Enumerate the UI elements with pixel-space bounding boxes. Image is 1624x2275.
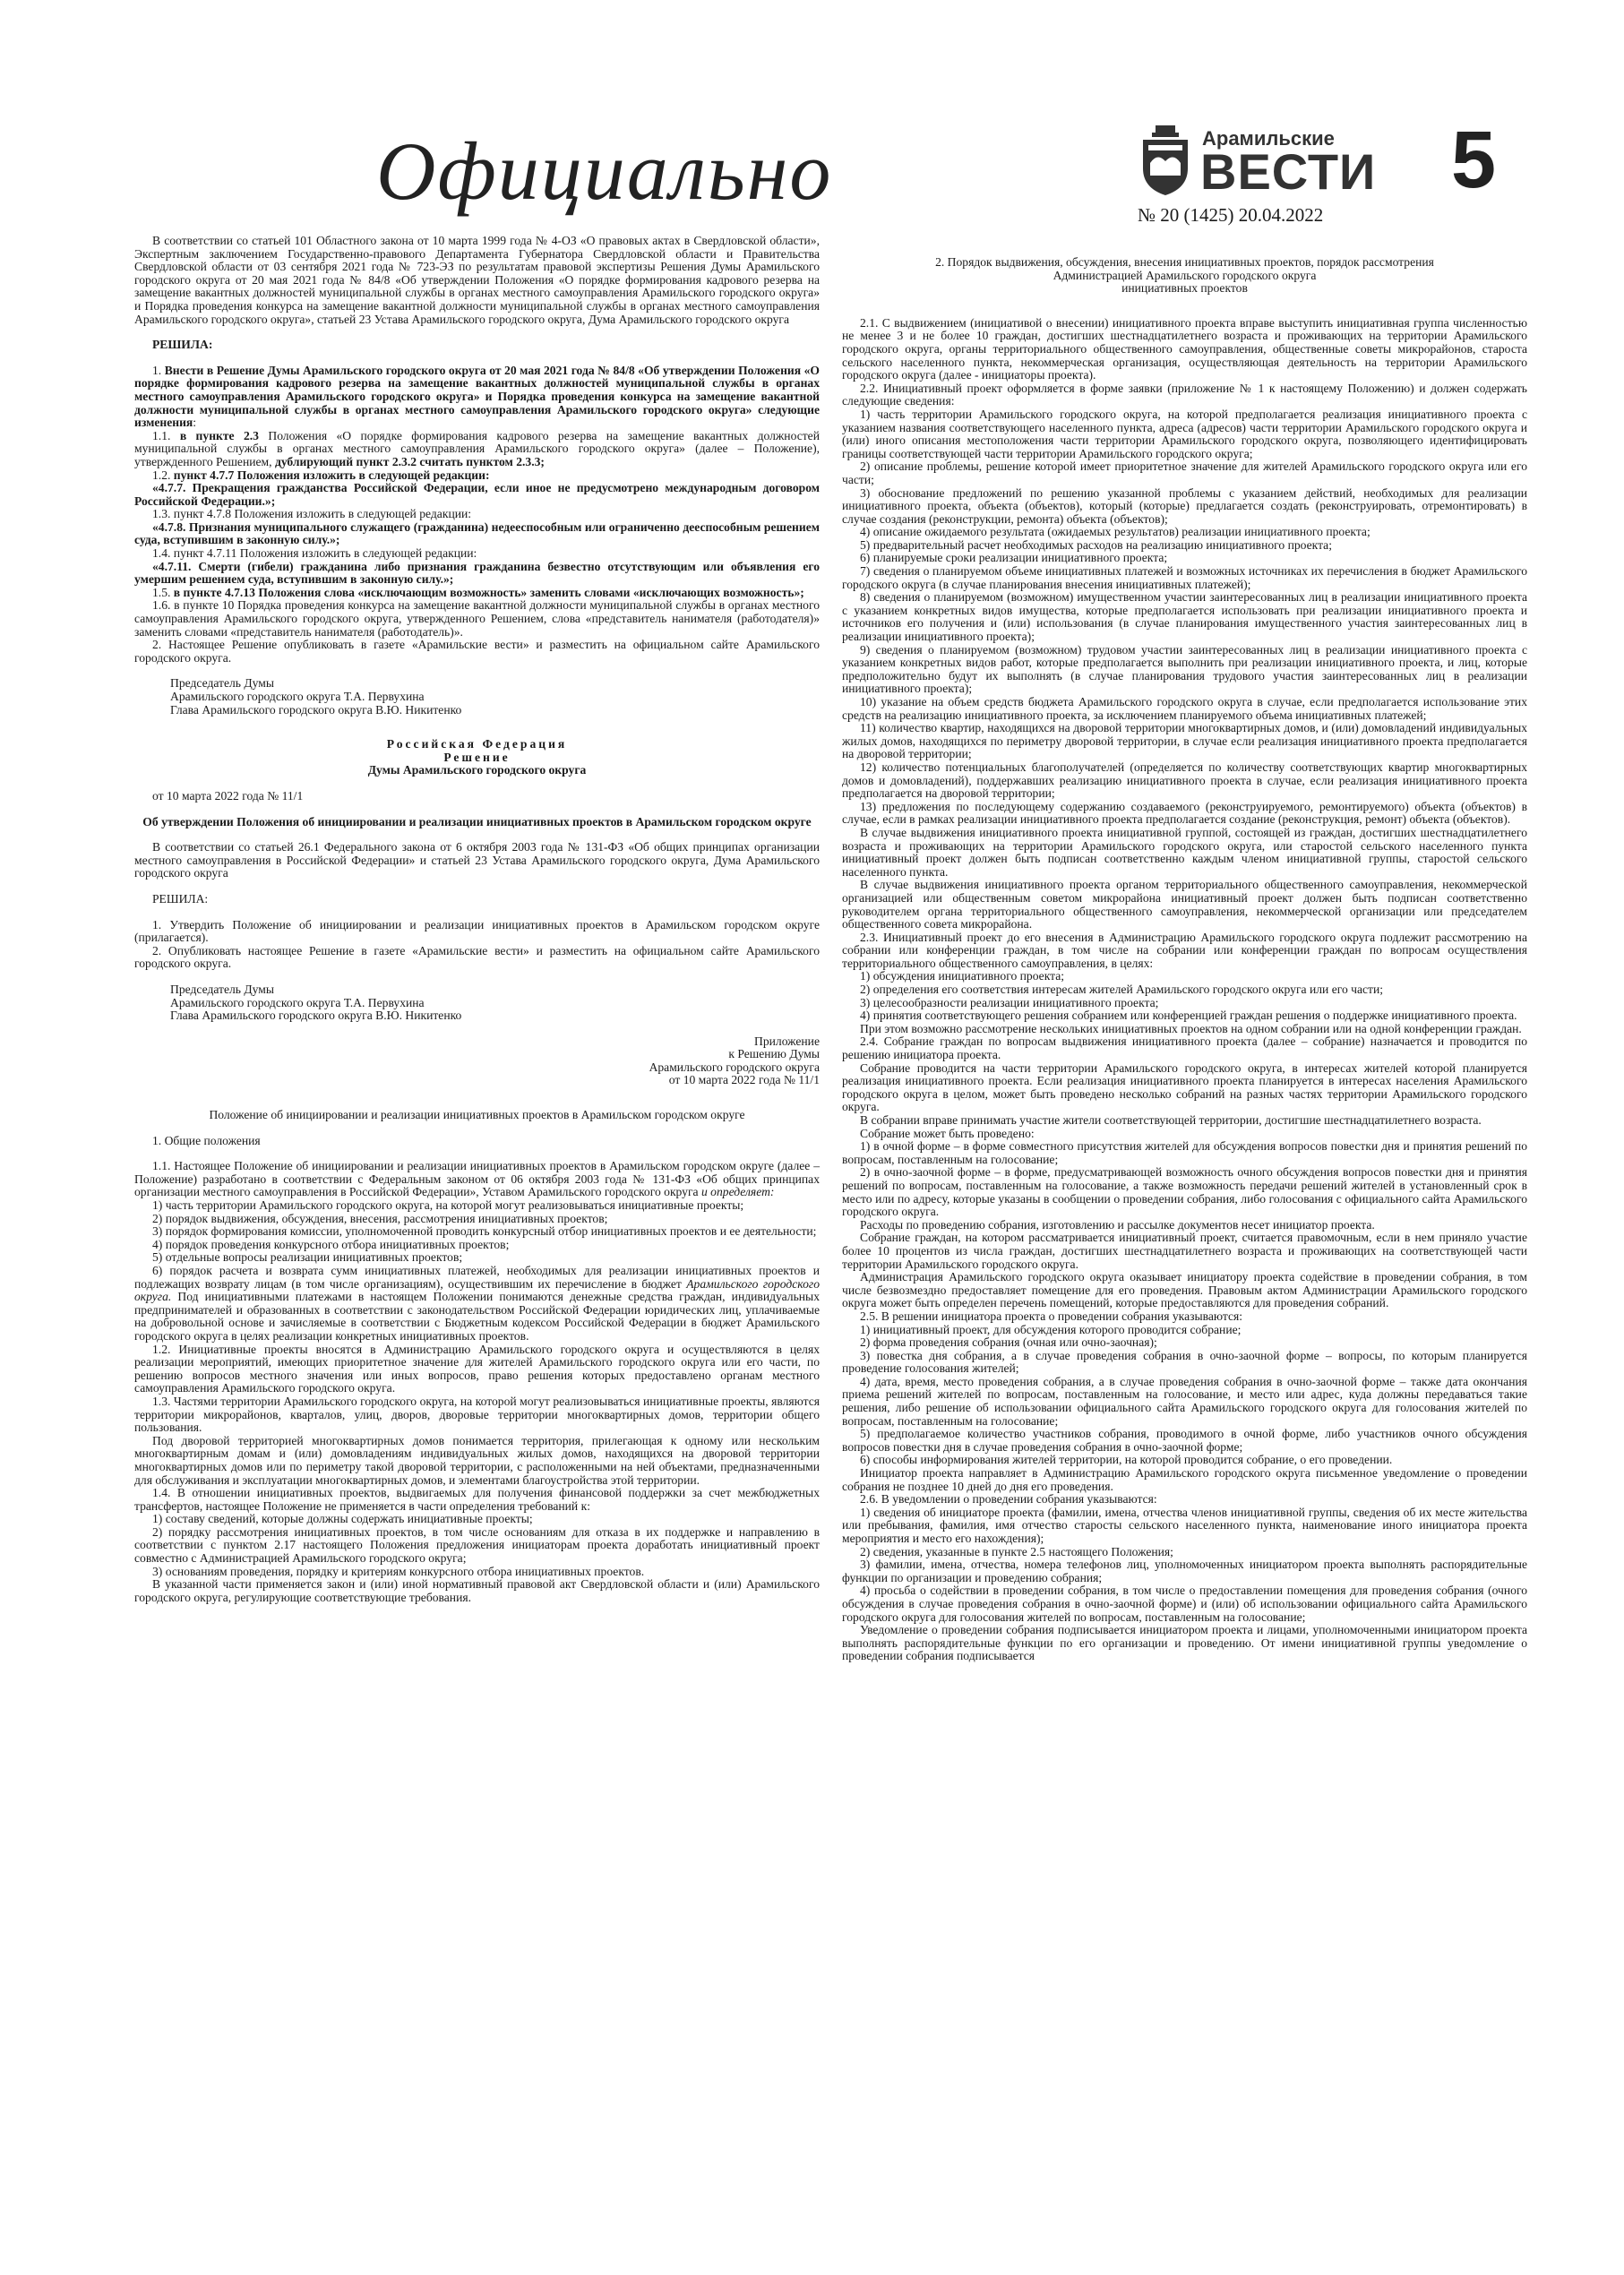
signature-line: Председатель Думы <box>170 982 275 996</box>
duma-heading: Думы Арамильского городского округа <box>367 763 587 777</box>
paragraph: Под дворовой территорией многоквартирных домов понимается территория, прилегающая к одному или нескольким многоквартирным домам и (или) домовладениям индивидуальных жилых домов, находящихся на дворовой территории многоквартирных домов или по периметру такой дворовой территории, с расположенными на ней объектами, предназначенными для обслуживания и эксплуатации многоквартирных домов, и элементами благоустройства этой территории. <box>134 1433 820 1487</box>
item-1-6: 1.6. в пункте 10 Порядка проведения конкурса на замещение вакантной должности муниципальной службы в органах местного самоуправления Арамильского городского округа, утвержденного Решением, слова «представитель нанимателя (работодателя)» заменить словами «представитель нанимателя (работодатель)». <box>134 598 820 639</box>
list-item: 13) предложения по последующему содержанию создаваемого (реконструируемого, ремонтируемого) объекта (объектов) в случае, если в рамках реализации инициативного проекта предполагается создание (реконструкция, ремонт) объекта (объектов). <box>842 799 1527 827</box>
item-2: 2. Настоящее Решение опубликовать в газете «Арамильские вести» и разместить на официальном сайте Арамильского городского округа. <box>134 638 820 665</box>
appendix-line: Приложение <box>754 1034 820 1048</box>
list-item: 4) описание ожидаемого результата (ожидаемых результатов) реализации инициативного проекта; <box>860 525 1371 539</box>
paragraph: Уведомление о проведении собрания подписывается инициатором проекта и лицами, уполномоченными инициатором проекта выполнять распорядительные функции по его организации и проведению. От имени инициативной группы уведомление о проведении собрания подписывается <box>842 1623 1527 1663</box>
list-item: 4) просьба о содействии в проведении собрания, в том числе о предоставлении помещения для проведения собрания (очного обсуждения в случае проведения собрания в очно-заочной форме) и (или) об использовании официального сайта Арамильского городского округа для голосования жителей по вопросам, поставленным на голосование; <box>842 1584 1527 1624</box>
resolved-heading: РЕШИЛА: <box>152 338 213 352</box>
section-heading: Администрацией Арамильского городского округа <box>1053 268 1317 282</box>
paragraph: В указанной части применяется закон и (или) иной нормативный правовой акт Свердловской области и (или) Арамильского городского округа, регулирующие соответствующие требования. <box>134 1577 820 1604</box>
list-item: 6) порядок расчета и возврата сумм инициативных платежей, необходимых для реализации инициативных проектов и подлежащих возврату лицам (в том числе организациям), осуществившим их перечисление в бюджет Арамильского городского округа. Под инициативными платежами в настоящем Положении понимаются денежные средства граждан, индивидуальных предпринимателей и образованных в соответствии с законодательством Российской Федерации юридических лиц, уплачиваемые на добровольной основе и зачисляемые в соответствии с Бюджетным кодексом Российской Федерации в бюджет Арамильского городского округа в целях реализации конкретных инициативных проектов. <box>134 1264 820 1343</box>
paragraph: В случае выдвижения инициативного проекта инициативной группой, состоящей из граждан, достигших шестнадцатилетнего возраста и проживающих на территории Арамильского городского округа, или старостой сельского населенного пункта инициативный проект должен быть подписан соответственно каждым членом инициативной группы, старостой сельского населенного пункта. <box>842 825 1527 879</box>
list-item: 1) составу сведений, которые должны содержать инициативные проекты; <box>152 1512 533 1526</box>
paragraph: 2.3. Инициативный проект до его внесения в Администрацию Арамильского городского округа подлежит рассмотрению на собрании или конференции граждан, в том числе на собрании или конференции граждан по вопросам осуществления территориального общественного самоуправления, в целях: <box>842 930 1527 970</box>
page-number: 5 <box>1451 116 1497 205</box>
decision-intro: В соответствии со статьей 101 Областного закона от 10 марта 1999 года № 4-ОЗ «О правовых актах в Свердловской области», Экспертным заключением Государственно-правового Департамента Губернатора Свердловской области и Правительства Свердловской области от 03 сентября 2021 года № 723-ЭЗ по результатам правовой экспертизы Решения Думы Арамильского городского округа от 20 мая 2021 года № 84/8 «Об утверждении Положения «О порядке формирования кадрового резерва на замещение вакантных должностей муниципальной службы в органах местного самоуправления Арамильского городского округа» и Порядка проведения конкурса на замещение вакантной должности муниципальной службы в органах местного самоуправления Арамильского городского округа», статьей 23 Устава Арамильского городского округа, Дума Арамильского городского округа <box>134 234 820 326</box>
signature-line: Арамильского городского округа Т.А. Первухина <box>170 995 425 1009</box>
list-item: 9) сведения о планируемом (возможном) трудовом участии заинтересованных лиц в реализации инициативного проекта с указанием конкретных видов работ, которые предполагается выполнить при реализации инициативного проекта, и лиц, которые предположительно будут их выполнять (в случае планирования трудового участия заинтересованных лиц в реализации инициативного проекта); <box>842 642 1527 696</box>
paragraph: Инициатор проекта направляет в Администрацию Арамильского городского округа письменное уведомление о проведении собрания не позднее 10 дней до дня его проведения. <box>842 1466 1527 1493</box>
paragraph: В собрании вправе принимать участие жители соответствующей территории, достигшие шестнадцатилетнего возраста. <box>860 1113 1482 1127</box>
appendix-line: от 10 марта 2022 года № 11/1 <box>668 1073 820 1087</box>
newspaper-logo <box>1138 125 1377 206</box>
list-item: 2) форма проведения собрания (очная или очно-заочная); <box>860 1335 1157 1350</box>
list-item: 3) основаниям проведения, порядку и критериям конкурсного отбора инициативных проектов. <box>152 1564 645 1578</box>
appendix-line: Арамильского городского округа <box>649 1060 820 1074</box>
coat-of-arms-icon <box>1138 125 1193 197</box>
decision-heading: Решение <box>443 750 511 764</box>
list-item: 4) дата, время, место проведения собрания, а в случае проведения собрания в очно-заочной форме – также дата окончания приема решений жителей по вопросам, поставленным на голосование, и место или адрес, куда должны передаваться такие решения, либо решение об использовании официального сайта Арамильского городского округа для голосования жителей по вопросам, поставленным на голосование; <box>842 1374 1527 1428</box>
list-item: 1) сведения об инициаторе проекта (фамилии, имена, отчества членов инициативной группы, сведения об их месте жительства или пребывания, фамилия, имя отчество старосты сельского населенного пункта, наименование иного инициатора проекта мероприятия и место его нахождения); <box>842 1505 1527 1545</box>
country-heading: Российская Федерация <box>386 737 568 751</box>
paragraph: 2.4. Собрание граждан по вопросам выдвижения инициативного проекта (далее – собрание) назначается и проводится по решению инициатора проекта. <box>842 1034 1527 1062</box>
list-item: 3) порядок формирования комиссии, уполномоченной проводить конкурсный отбор инициативных проектов и ее деятельности; <box>152 1224 817 1239</box>
paragraph: 2.1. С выдвижением (инициативой о внесении) инициативного проекта вправе выступить инициативная группа численностью не менее 3 и не более 10 граждан, достигших шестнадцатилетнего возраста и проживающих на территории Арамильского городского округа, органы территориального общественного самоуправления, общественные советы микрорайонов, староста сельского населенного пункта, некоммерческая организация, осуществляющая деятельность на территории Арамильского городского округа (далее - инициаторы проекта). <box>842 315 1527 382</box>
decision-intro-2: В соответствии со статьей 26.1 Федерального закона от 6 октября 2003 года № 131-ФЗ «Об общих принципах организации местного самоуправления в Российской Федерации» и статьей 23 Устава Арамильского городского округа, Дума Арамильского городского округа <box>134 840 820 880</box>
list-item: 1) в очной форме – в форме совместного присутствия жителей для обсуждения вопросов повестки дня и принятия решений по вопросам, поставленным на голосование; <box>842 1139 1527 1166</box>
resolved-heading-2: РЕШИЛА: <box>152 891 209 906</box>
list-item: 2) сведения, указанные в пункте 2.5 настоящего Положения; <box>860 1544 1173 1558</box>
list-item: 2) порядку рассмотрения инициативных проектов, в том числе основаниям для отказа в их поддержке и направлению в соответствии с пунктом 2.17 настоящего Положения предложения инициаторам проекта доработать инициативный проект совместно с Администрацией Арамильского городского округа; <box>134 1524 820 1566</box>
resolution-item: 2. Опубликовать настоящее Решение в газете «Арамильские вести» и разместить на официальном сайте Арамильского городского округа. <box>134 943 820 971</box>
paragraph: 1.3. Частями территории Арамильского городского округа, на которой могут реализовываться инициативные проекты, являются территории микрорайонов, кварталов, улиц, дворов, дворовые территории многоквартирных домов, территории общего пользования. <box>134 1394 820 1435</box>
section-heading: 1. Общие положения <box>152 1133 261 1147</box>
item-1-1: 1.1. в пункте 2.3 Положения «О порядке формирования кадрового резерва на замещение вакантных должностей муниципальной службы в органах местного самоуправления Арамильского городского округа» (далее – Положение), утвержденного Решением, дублирующий пункт 2.3.2 считать пунктом 2.3.3; <box>134 428 820 468</box>
paragraph: 2.5. В решении инициатора проекта о проведении собрания указываются: <box>860 1309 1243 1323</box>
paragraph: В случае выдвижения инициативного проекта органом территориального общественного самоуправления, некоммерческой организацией или общественным советом микрорайона инициативный проект должен быть подписан соответственно руководителем органа территориального общественного самоуправления, некоммерческой организации или председателем общественного совета микрорайона. <box>842 878 1527 931</box>
paragraph: 2.6. В уведомлении о проведении собрания указываются: <box>860 1492 1157 1507</box>
list-item: 6) способы информирования жителей территории, на которой проводится собрание, о его проведении. <box>860 1453 1393 1467</box>
paragraph: Собрание проводится на части территории Арамильского городского округа, в интересах жителей которой планируется реализация инициативного проекта. Если реализация инициативного проекта планируется в интересах населения Арамильского городского округа в целом, может быть проведено несколько собраний на разных частях территории Арамильского городского округа. <box>842 1060 1527 1114</box>
resolution-item: 1. Утвердить Положение об инициировании и реализации инициативных проектов в Арамильском городском округе (прилагается). <box>134 917 820 945</box>
logo-city: Арамильские <box>1202 127 1335 150</box>
section-heading: 2. Порядок выдвижения, обсуждения, внесения инициативных проектов, порядок рассмотрения <box>935 255 1434 269</box>
list-item: 1) обсуждения инициативного проекта; <box>860 969 1065 983</box>
item-1-2-quote: «4.7.7. Прекращения гражданства Российской Федерации, если иное не предусмотрено международным договором Российской Федерации.»; <box>134 481 820 508</box>
list-item: 7) сведения о планируемом объеме инициативных платежей и возможных источниках их перечисления в бюджет Арамильского городского округа (в случае планирования внесения инициативных платежей); <box>842 564 1527 591</box>
regulation-title: Положение об инициировании и реализации инициативных проектов в Арамильском городском округе <box>209 1108 745 1122</box>
list-item: 3) повестка дня собрания, а в случае проведения собрания в очно-заочной форме – вопросы, по которым планируется проведение голосования жителей; <box>842 1348 1527 1376</box>
paragraph: Расходы по проведению собрания, изготовлению и рассылке документов несет инициатор проекта. <box>860 1217 1375 1232</box>
item-1-4-quote: «4.7.11. Смерти (гибели) гражданина либо признания гражданина безвестно отсутствующим или объявления его умершим решением суда, вступившим в законную силу.»; <box>134 559 820 587</box>
paragraph: Собрание граждан, на котором рассматривается инициативный проект, считается правомочным, если в нем приняло участие более 10 процентов из числа граждан, достигших шестнадцатилетнего возраста и проживающих на соответствующей части территории Арамильского городского округа. <box>842 1231 1527 1271</box>
right-column <box>842 256 1527 1663</box>
list-item: 3) обоснование предложений по решению указанной проблемы с указанием действий, необходимых для реализации инициативного проекта, объекта (объектов), который (которые) предлагается создать (реконструировать, отремонтировать) в случае создания (реконструкции, ремонта) объекта (объектов); <box>842 485 1527 526</box>
list-item: 2) описание проблемы, решение которой имеет приоритетное значение для жителей Арамильского городского округа или его части; <box>842 459 1527 486</box>
list-item: 5) предварительный расчет необходимых расходов на реализацию инициативного проекта; <box>860 537 1332 552</box>
paragraph: Администрация Арамильского городского округа оказывает инициатору проекта содействие в проведении собрания, в том числе безвозмездно предоставляет помещение для его проведения. Правовым актом Администрации Арамильского городского округа может быть определен перечень помещений, которые предоставляются для проведения собраний. <box>842 1270 1527 1310</box>
list-item: 12) количество потенциальных благополучателей (определяется по количеству соответствующих квартир многоквартирных домов и домовладений), поддержавших реализацию инициативного проекта в случае, если реализация инициативного проекта предполагается на дворовой территории; <box>842 760 1527 801</box>
paragraph: 1.4. В отношении инициативных проектов, выдвигаемых для получения финансовой поддержки за счет межбюджетных трансфертов, настоящее Положение не применяется в части определения требований к: <box>134 1486 820 1513</box>
logo-name: ВЕСТИ <box>1200 143 1377 200</box>
item-1: 1. Внести в Решение Думы Арамильского городского округа от 20 мая 2021 года № 84/8 «Об утверждении Положения «О порядке формирования кадрового резерва на замещение вакантных должностей муниципальной службы в органах местного самоуправления Арамильского городского округа» и Порядка проведения конкурса на замещение вакантной должности муниципальной службы в органах местного самоуправления Арамильского городского округа» следующие изменения: <box>134 363 820 430</box>
list-item: 4) принятия соответствующего решения собранием или конференцией граждан решения о поддержке инициативного проекта. <box>860 1009 1517 1023</box>
list-item: 1) инициативный проект, для обсуждения которого проводится собрание; <box>860 1322 1242 1336</box>
list-item: 3) фамилии, имена, отчества, номера телефонов лиц, уполномоченных инициатором проекта выполнять распорядительные функции по организации и проведению собрания; <box>842 1558 1527 1584</box>
section-heading: инициативных проектов <box>1121 281 1248 296</box>
decision-date-number: от 10 марта 2022 года № 11/1 <box>152 788 304 803</box>
appendix-line: к Решению Думы <box>728 1047 820 1061</box>
list-item: 1) часть территории Арамильского городского округа, на которой могут реализовываться инициативные проекты; <box>152 1198 744 1213</box>
left-column <box>134 235 820 1604</box>
list-item: 10) указание на объем средств бюджета Арамильского городского округа в случае, если предполагается использование этих средств на реализацию инициативного проекта, за исключением планируемого объема инициативных платежей; <box>842 695 1527 722</box>
section-title: Официально <box>376 125 833 217</box>
item-1-4: 1.4. пункт 4.7.11 Положения изложить в следующей редакции: <box>152 546 477 561</box>
paragraph: 1.2. Инициативные проекты вносятся в Администрацию Арамильского городского округа и осуществляются в целях реализации мероприятий, имеющих приоритетное значение для жителей Арамильского городского округа или его части, по решению вопросов местного значения или иных вопросов, право решения которых предоставлено органам местного самоуправления Арамильского городского округа. <box>134 1342 820 1395</box>
signature-line: Глава Арамильского городского округа В.Ю. Никитенко <box>170 1009 462 1023</box>
paragraph: 1.1. Настоящее Положение об инициировании и реализации инициативных проектов в Арамильском городском округе (далее – Положение) разработано в соответствии с Федеральным законом от 06 октября 2003 года № 131-ФЗ «Об общих принципах организации местного самоуправления в Российской Федерации», Уставом Арамильского городского округа и определяет: <box>134 1159 820 1199</box>
list-item: 2) в очно-заочной форме – в форме, предусматривающей возможность очного обсуждения вопросов повестки дня и принятия решений по вопросам, поставленным на голосование, а также возможность передачи решений жителей в установленный срок в место или по адресу, которые указаны в сообщении о проведении собрания, либо голосования с официального сайта Арамильского городского округа. <box>842 1165 1527 1219</box>
list-item: 3) целесообразности реализации инициативного проекта; <box>860 995 1159 1009</box>
list-item: 1) часть территории Арамильского городского округа, на которой предполагается реализация инициативного проекта с указанием названия соответствующего населенного пункта, адреса (адресов) части территории Арамильского городского округа и (или) иного описания местоположения части территории Арамильского городского округа, позволяющего идентифицировать границы соответствующей части территории Арамильского городского округа; <box>842 407 1527 460</box>
list-item: 8) сведения о планируемом (возможном) имущественном участии заинтересованных лиц в реализации инициативного проекта с указанием конкретных видов имущества, которые предполагается использовать при реализации инициативного проекта и источников его получения и (или) использования (в случае планирования имущественного участия заинтересованных лиц в реализации инициативного проекта); <box>842 590 1527 644</box>
item-1-5: 1.5. в пункте 4.7.13 Положения слова «исключающим возможность» заменить словами «исключающих возможность»; <box>152 585 804 599</box>
item-1-2: 1.2. пункт 4.7.7 Положения изложить в следующей редакции: <box>152 468 490 482</box>
list-item: 5) предполагаемое количество участников собрания, проводимого в очной форме, либо участников очного обсуждения вопросов повестки дня в случае проведения собрания в очно-заочной форме; <box>842 1427 1527 1454</box>
signature-line: Глава Арамильского городского округа В.Ю. Никитенко <box>170 702 462 717</box>
list-item: 11) количество квартир, находящихся на дворовой территории многоквартирных домов, и (или) домовладений индивидуальных жилых домов, находящихся по периметру дворовой территории, в случае если реализация инициативного проекта предполагается на дворовой территории; <box>842 721 1527 761</box>
list-item: 5) отдельные вопросы реализации инициативных проектов; <box>152 1250 463 1265</box>
signature-line: Председатель Думы <box>170 676 275 691</box>
decision-title: Об утверждении Положения об инициировании и реализации инициативных проектов в Арамильском городском округе <box>142 814 812 828</box>
list-item: 2) порядок выдвижения, обсуждения, внесения, рассмотрения инициативных проектов; <box>152 1211 608 1225</box>
list-item: 4) порядок проведения конкурсного отбора инициативных проектов; <box>152 1237 510 1251</box>
issue-number-date: № 20 (1425) 20.04.2022 <box>1138 204 1324 226</box>
item-1-3: 1.3. пункт 4.7.8 Положения изложить в следующей редакции: <box>152 507 472 521</box>
item-1-3-quote: «4.7.8. Признания муниципального служащего (гражданина) недееспособным или ограниченно дееспособным решением суда, вступившим в законную силу.»; <box>134 519 820 547</box>
paragraph: 2.2. Инициативный проект оформляется в форме заявки (приложение № 1 к настоящему Положению) и должен содержать следующие сведения: <box>842 381 1527 408</box>
list-item: 6) планируемые сроки реализации инициативного проекта; <box>860 551 1168 565</box>
list-item: 2) определения его соответствия интересам жителей Арамильского городского округа или его части; <box>860 983 1384 997</box>
paragraph: При этом возможно рассмотрение нескольких инициативных проектов на одном собрании или на одной конференции граждан. <box>860 1021 1522 1035</box>
signature-line: Арамильского городского округа Т.А. Первухина <box>170 690 425 703</box>
paragraph: Собрание может быть проведено: <box>860 1126 1035 1140</box>
